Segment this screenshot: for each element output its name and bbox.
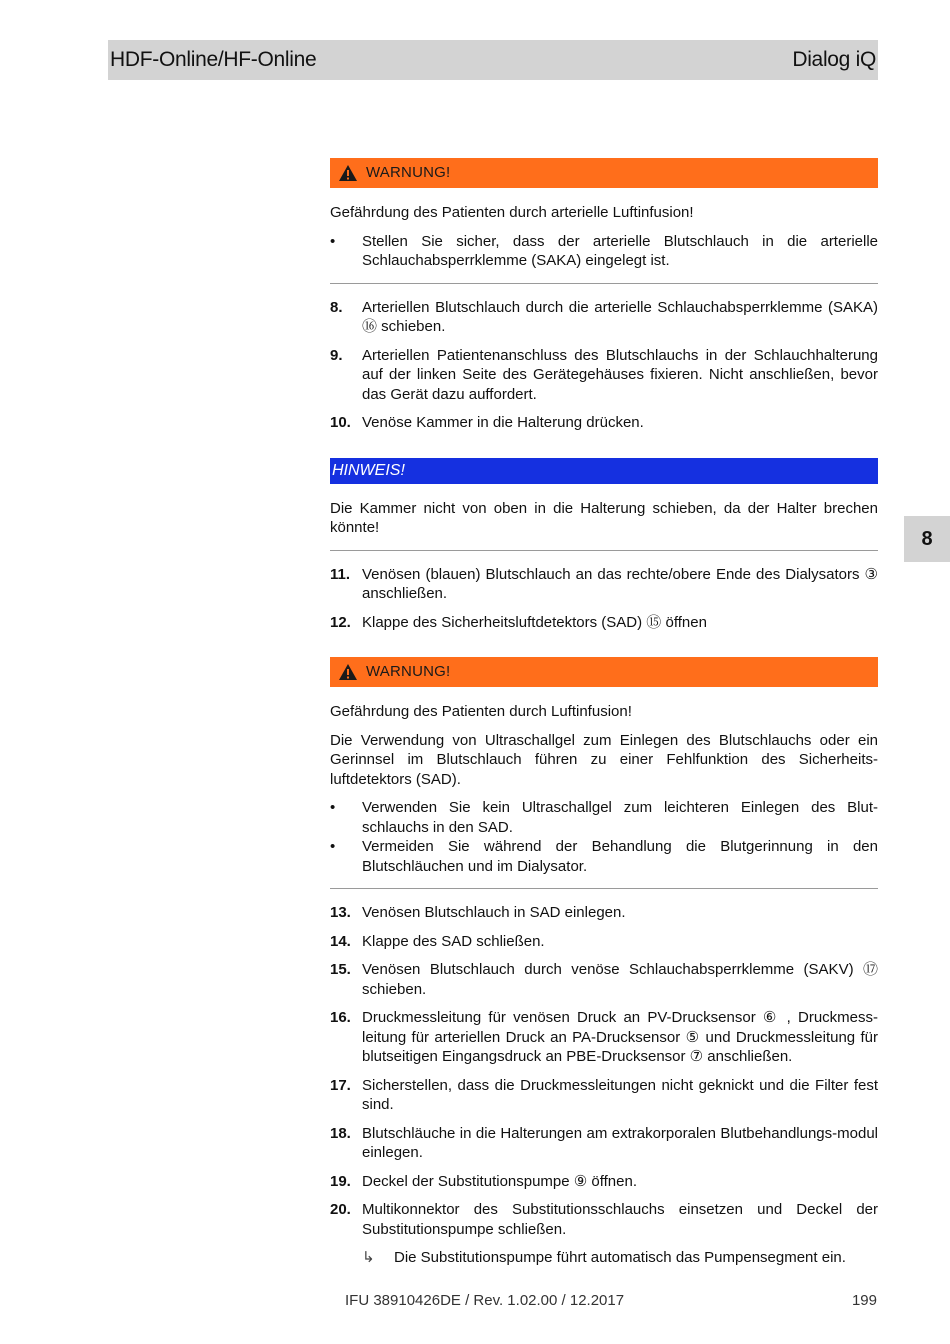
page-content [330, 158, 878, 1268]
step-number: 10. [330, 414, 351, 431]
warning-hazard-text: Gefährdung des Patienten durch Luftinfusion! [330, 703, 632, 720]
step-text: Venösen Blutschlauch in SAD einlegen. [362, 904, 626, 921]
step-number: 18. [330, 1124, 351, 1142]
step-number: 19. [330, 1172, 351, 1190]
warning-description: Die Verwendung von Ultraschallgel zum Einlegen des Blutschlauchs oder ein Gerinnsel im Blutschlauch führen zu einer Fehlfunktion des Sicherheits-luftdetektors (SAD). [330, 731, 878, 788]
step-item [330, 413, 878, 433]
header-product-name: Dialog iQ [792, 48, 876, 71]
step-item [330, 298, 878, 337]
page-header [108, 40, 878, 80]
step-text: Druckmessleitung für venösen Druck an PV-Drucksensor ⑥ , Druckmess-leitung für arteriellen Druck an PA-Drucksensor ⑤ und Druckmessleitung für blutseitigen Eingangsdruck an PBE-Drucksensor ⑦ anschließen. [362, 1009, 878, 1065]
step-list [330, 298, 878, 433]
step-number: 12. [330, 613, 351, 631]
step-number: 11. [330, 565, 351, 583]
step-text: Venöse Kammer in die Halterung drücken. [362, 414, 644, 431]
step-item [330, 613, 878, 633]
footer-page-number: 199 [851, 1292, 877, 1309]
step-item [330, 1200, 878, 1239]
step-text: Sicherstellen, dass die Druckmessleitungen nicht geknickt und die Filter fest sind. [362, 1076, 878, 1113]
warning-bullet-text: Verwenden Sie kein Ultraschallgel zum leichteren Einlegen des Blut-schlauchs in den SAD. [362, 799, 878, 836]
warning-label: WARNUNG! [366, 663, 451, 681]
chapter-tab: 8 [904, 516, 950, 562]
step-number: 9. [330, 346, 343, 364]
warning-banner [330, 158, 878, 188]
warning-bullet-text: Stellen Sie sicher, dass der arterielle Blutschlauch in die arterielle Schlauchabsperrklemme (SAKA) eingelegt ist. [362, 232, 878, 269]
step-text: Deckel der Substitutionspumpe ⑨ öffnen. [362, 1172, 637, 1190]
result-text: Die Substitutionspumpe führt automatisch das Pumpensegment ein. [394, 1249, 846, 1266]
warning-hazard-text: Gefährdung des Patienten durch arterielle Luftinfusion! [330, 204, 694, 221]
note-label: HINWEIS! [332, 461, 405, 479]
step-item [330, 346, 878, 405]
step-number: 20. [330, 1201, 351, 1218]
step-text: Multikonnektor des Substitutionsschlauchs einsetzen und Deckel der Substitutionspumpe schließen. [362, 1201, 878, 1238]
step-item [330, 1124, 878, 1163]
step-text: Blutschläuche in die Halterungen am extrakorporalen Blutbehandlungs-modul einlegen. [362, 1124, 878, 1161]
step-item [330, 565, 878, 604]
warning-bullet: • Vermeiden Sie während der Behandlung die Blutgerinnung in den Blutschläuchen und im Dialysator. [330, 838, 878, 875]
warning-banner [330, 657, 878, 687]
step-list [330, 565, 878, 633]
step-number: 13. [330, 904, 351, 921]
footer-document-id: IFU 38910426DE / Rev. 1.02.00 / 12.2017 [345, 1292, 625, 1309]
step-text: Klappe des SAD schließen. [362, 932, 545, 950]
step-item [330, 1076, 878, 1115]
step-text: Arteriellen Blutschlauch durch die arterielle Schlauchabsperrklemme (SAKA) ⑯ schieben. [362, 298, 878, 335]
warning-bullet: • Verwenden Sie kein Ultraschallgel zum leichteren Einlegen des Blut-schlauchs in den SAD. [330, 799, 878, 836]
step-item [330, 932, 878, 952]
step-number: 14. [330, 932, 351, 950]
step-text: Venösen Blutschlauch durch venöse Schlauchabsperrklemme (SAKV) ⑰ schieben. [362, 961, 878, 998]
step-number: 8. [330, 298, 343, 316]
note-text: Die Kammer nicht von oben in die Halterung schieben, da der Halter brechen könnte! [330, 499, 878, 536]
step-text: Arteriellen Patientenanschluss des Blutschlauchs in der Schlauchhalterung auf der linken Seite des Gerätegehäuses fixieren. Nicht anschließen, bevor das Gerät dazu auffordert. [362, 346, 878, 403]
warning-triangle-icon [338, 164, 358, 182]
step-text: Klappe des Sicherheitsluftdetektors (SAD) ⑮ öffnen [362, 613, 707, 631]
step-item [330, 1172, 878, 1192]
step-number: 16. [330, 1009, 351, 1026]
header-section-title: HDF-Online/HF-Online [110, 48, 317, 71]
note-banner [330, 458, 878, 484]
step-list [330, 903, 878, 1239]
step-item [330, 903, 878, 923]
step-item [330, 1008, 878, 1067]
warning-bullet: • Stellen Sie sicher, dass der arterielle Blutschlauch in die arterielle Schlauchabsperrklemme (SAKA) eingelegt ist. [330, 232, 878, 269]
step-text: Venösen (blauen) Blutschlauch an das rechte/obere Ende des Dialysators ③ anschließen. [362, 565, 878, 602]
step-number: 17. [330, 1076, 351, 1094]
warning-bullet-text: Vermeiden Sie während der Behandlung die Blutgerinnung in den Blutschläuchen und im Dialysator. [362, 838, 878, 875]
step-item [330, 960, 878, 999]
step-number: 15. [330, 961, 351, 978]
result-arrow-icon: ↳ [362, 1249, 375, 1266]
warning-label: WARNUNG! [366, 164, 451, 182]
result-line [330, 1248, 878, 1268]
warning-triangle-icon [338, 663, 358, 681]
